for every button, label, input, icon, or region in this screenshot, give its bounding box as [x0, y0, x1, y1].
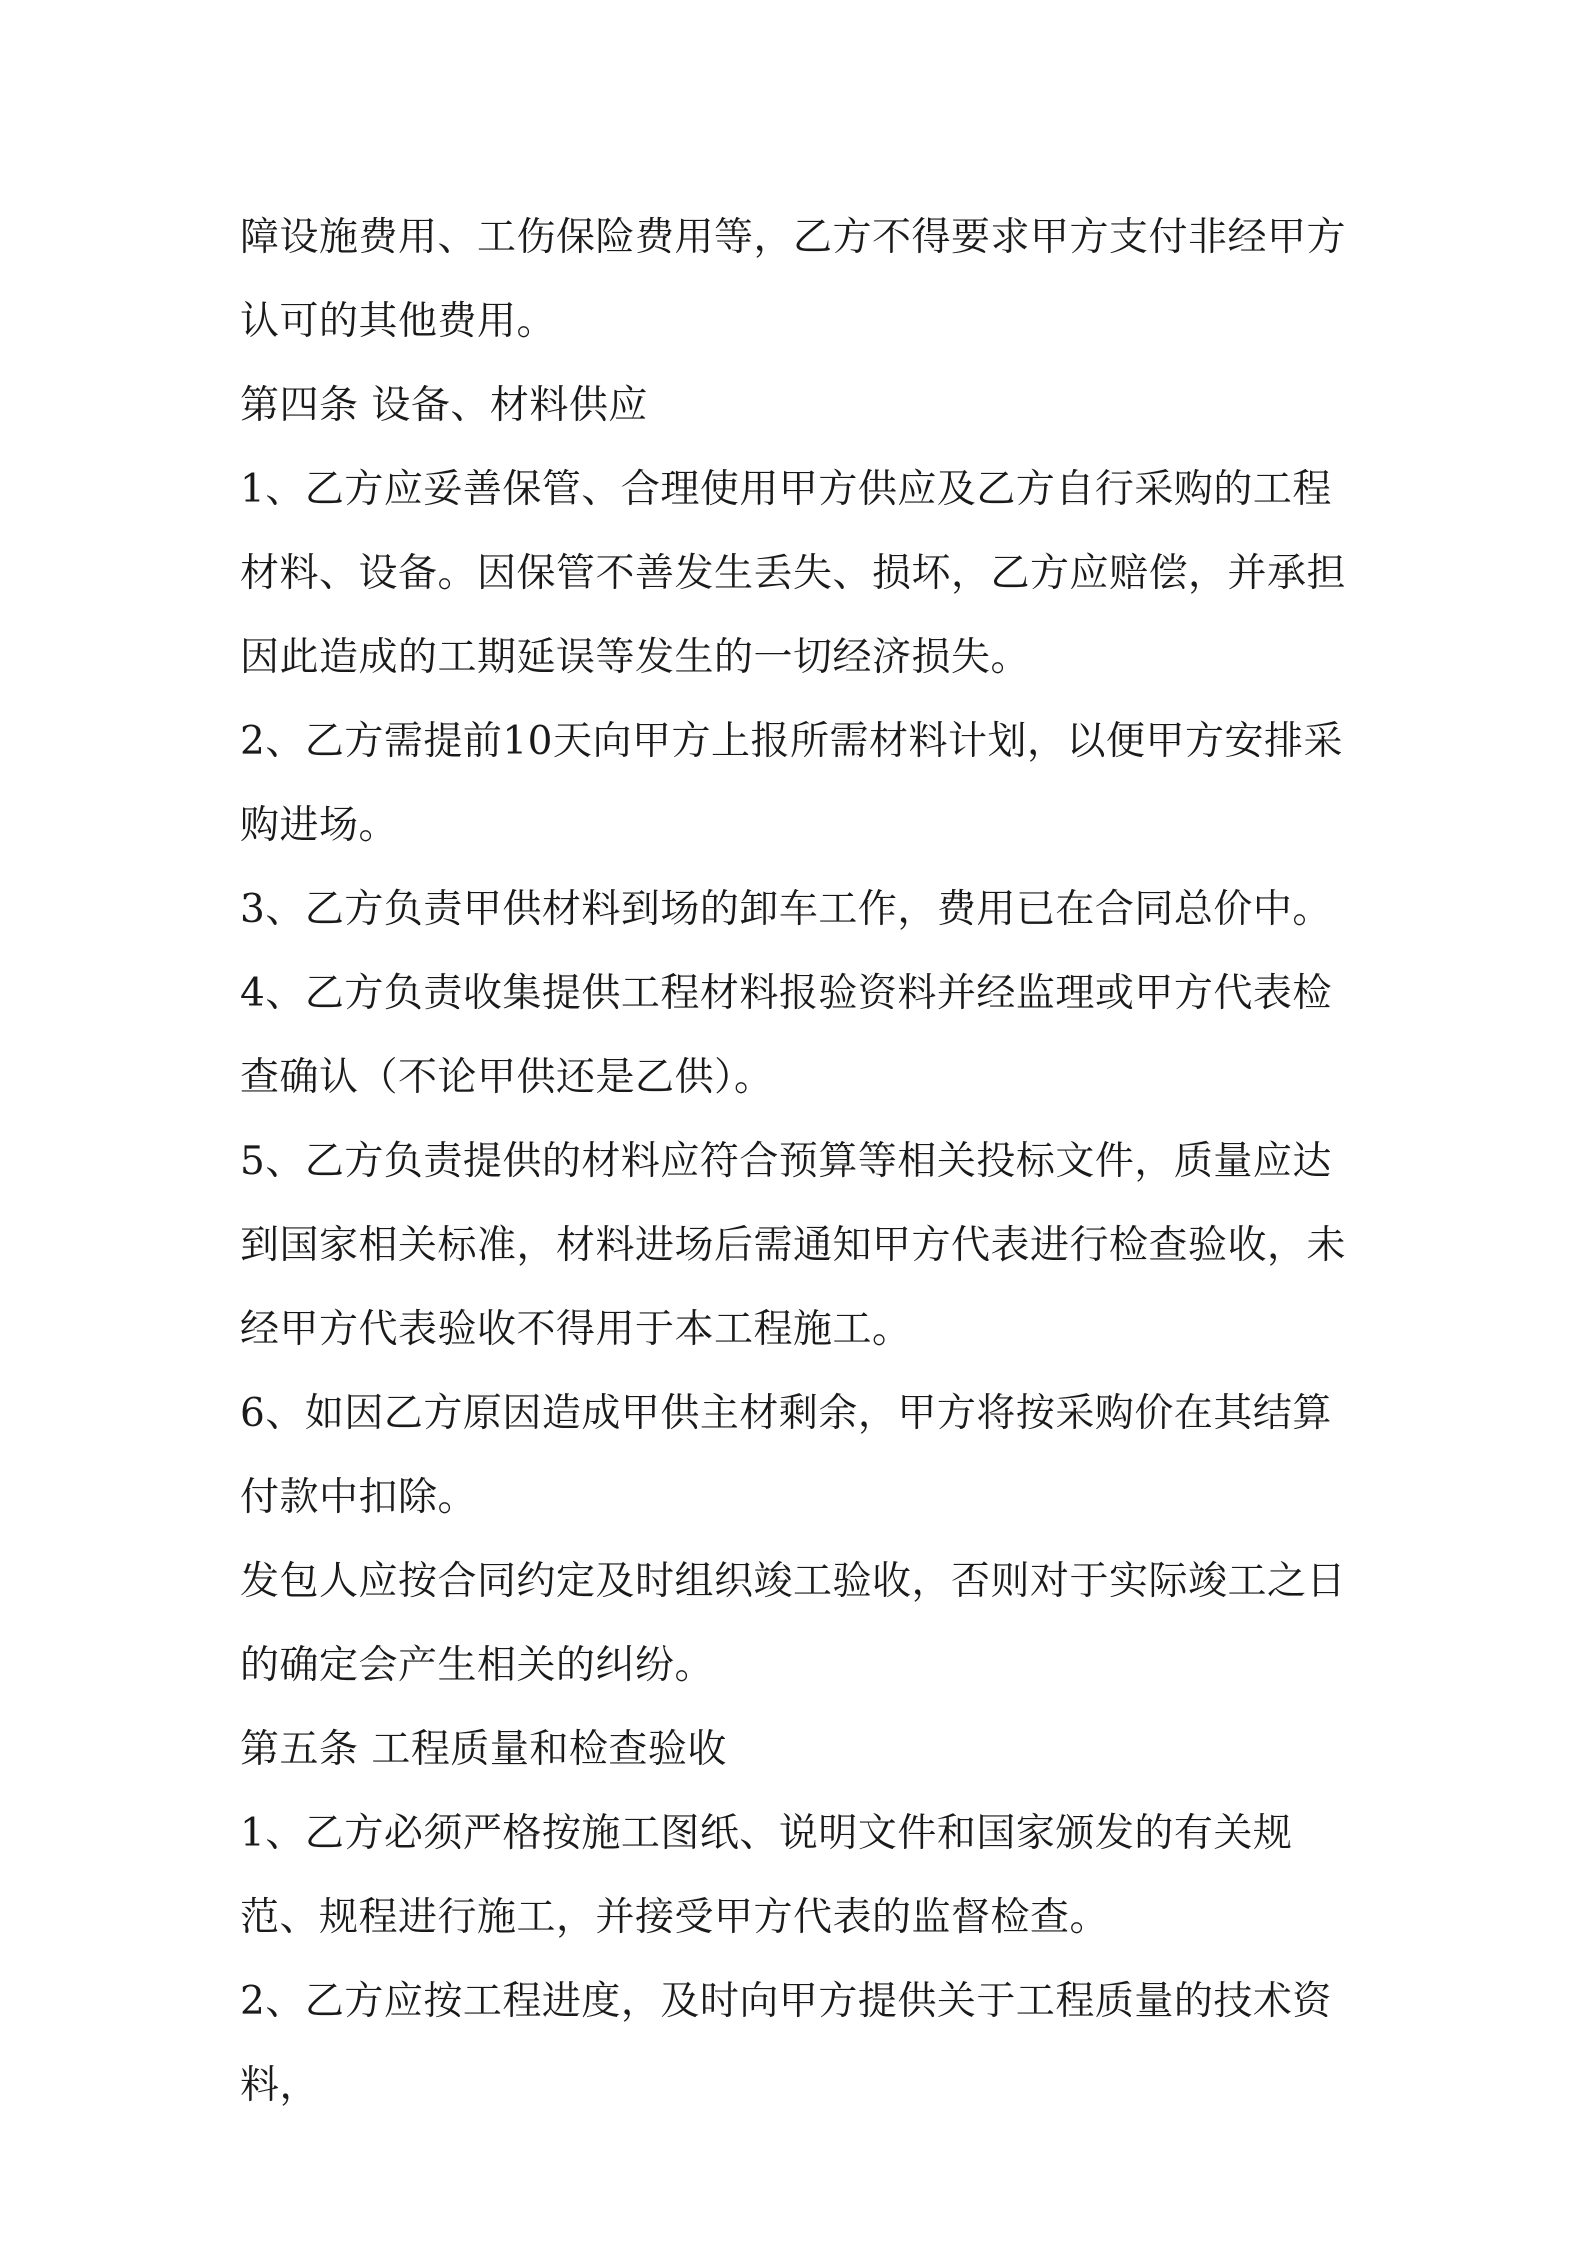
- document-body: [240, 196, 1360, 2128]
- paragraph-continuation: 障设施费用、工伤保险费用等，乙方不得要求甲方支付非经甲方认可的其他费用。: [240, 215, 1347, 344]
- article-5-item-1: 1、乙方必须严格按施工图纸、说明文件和国家颁发的有关规范、规程进行施工，并接受甲方代表的监督检查。: [240, 1811, 1293, 1940]
- article-5-item-2: 2、乙方应按工程进度，及时向甲方提供关于工程质量的技术资料，: [240, 1979, 1332, 2108]
- article-4-item-4: 4、乙方负责收集提供工程材料报验资料并经监理或甲方代表检查确认（不论甲供还是乙供）。: [240, 971, 1332, 1100]
- article-4-item-5: 5、乙方负责提供的材料应符合预算等相关投标文件，质量应达到国家相关标准，材料进场后需通知甲方代表进行检查验收，未经甲方代表验收不得用于本工程施工。: [240, 1139, 1347, 1352]
- article-4-item-2: 2、乙方需提前10天向甲方上报所需材料计划，以便甲方安排采购进场。: [240, 719, 1343, 848]
- article-4-heading: 第四条 设备、材料供应: [240, 383, 648, 428]
- article-4-item-6: 6、如因乙方原因造成甲供主材剩余，甲方将按采购价在其结算付款中扣除。: [240, 1391, 1332, 1520]
- article-5-heading: 第五条 工程质量和检查验收: [240, 1727, 727, 1772]
- article-4-item-1: 1、乙方应妥善保管、合理使用甲方供应及乙方自行采购的工程材料、设备。因保管不善发生丢失、损坏，乙方应赔偿，并承担因此造成的工期延误等发生的一切经济损失。: [240, 467, 1347, 680]
- article-4-item-3: 3、乙方负责甲供材料到场的卸车工作，费用已在合同总价中。: [240, 887, 1332, 932]
- note-paragraph: 发包人应按合同约定及时组织竣工验收，否则对于实际竣工之日的确定会产生相关的纠纷。: [240, 1559, 1347, 1688]
